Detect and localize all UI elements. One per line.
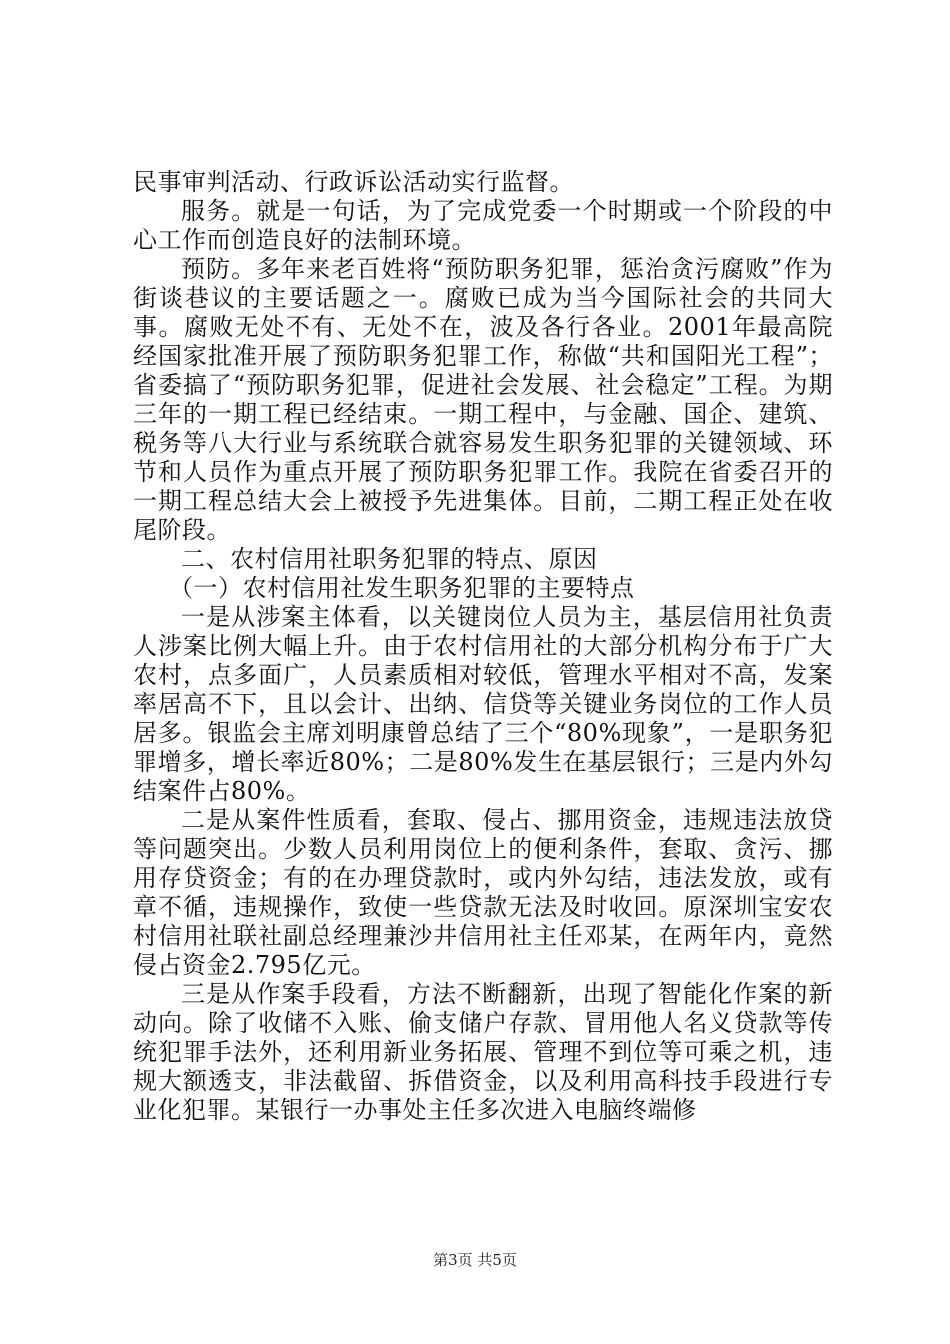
paragraph-point-3: 三是从作案手段看，方法不断翻新，出现了智能化作案的新动向。除了收储不入账、偷支储户存款、冒用他人名义贷款等传统犯罪手法外，还利用新业务拓展、管理不到位等可乘之机，违规大额透支，非法截留、拆借资金，以及利用高科技手段进行专业化犯罪。某银行一办事处主任多次进入电脑终端修 (133, 980, 833, 1124)
paragraph-point-1: 一是从涉案主体看，以关键岗位人员为主，基层信用社负责人涉案比例大幅上升。由于农村信用社的大部分机构分布于广大农村，点多面广，人员素质相对较低，管理水平相对不高，发案率居高不下，且以会计、出纳、信贷等关键业务岗位的工作人员居多。银监会主席刘明康曾总结了三个“80%现象”，一是职务犯罪增多，增长率近80%；二是80%发生在基层银行；三是内外勾结案件占80%。 (133, 603, 833, 805)
page-number-footer: 第3页 共5页 (433, 1251, 517, 1269)
paragraph-prevention: 预防。多年来老百姓将“预防职务犯罪，惩治贪污腐败”作为街谈巷议的主要话题之一。腐败已成为当今国际社会的共同大事。腐败无处不有、无处不在，波及各行各业。2001年最高院经国家批准开展了预防职务犯罪工作，称做“共和国阳光工程”；省委搞了“预防职务犯罪，促进社会发展、社会稳定”工程。为期三年的一期工程已经结束。一期工程中，与金融、国企、建筑、税务等八大行业与系统联合就容易发生职务犯罪的关键领域、环节和人员作为重点开展了预防职务犯罪工作。我院在省委召开的一期工程总结大会上被授予先进集体。目前，二期工程正处在收尾阶段。 (133, 255, 833, 544)
paragraph-point-2: 二是从案件性质看，套取、侵占、挪用资金，违规违法放贷等问题突出。少数人员利用岗位上的便利条件，套取、贪污、挪用存贷资金；有的在办理贷款时，或内外勾结，违法发放，或有章不循，违规操作，致使一些贷款无法及时收回。原深圳宝安农村信用社联社副总经理兼沙井信用社主任邓某，在两年内，竟然侵占资金2.795亿元。 (133, 806, 833, 979)
document-body (133, 168, 833, 1125)
section-heading: 二、农村信用社职务犯罪的特点、原因 (181, 545, 598, 573)
subsection-heading: （一）农村信用社发生职务犯罪的主要特点 (169, 574, 635, 602)
paragraph-service: 服务。就是一句话，为了完成党委一个时期或一个阶段的中心工作而创造良好的法制环境。 (133, 197, 833, 254)
paragraph-continuation: 民事审判活动、行政诉讼活动实行监督。 (133, 168, 574, 196)
